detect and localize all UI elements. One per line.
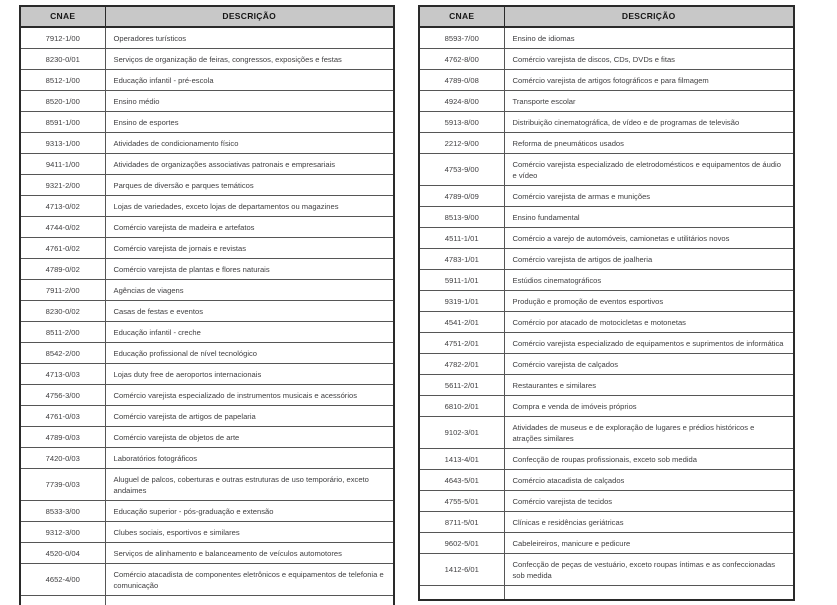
description-cell: Restaurantes e similares	[504, 375, 794, 396]
table-row	[20, 238, 394, 259]
cnae-code-cell: 4756-3/00	[20, 385, 105, 406]
table-row	[419, 154, 794, 186]
table-row	[20, 406, 394, 427]
cnae-code-cell: 8591-1/00	[20, 112, 105, 133]
cnae-code-cell: 4744-0/02	[20, 217, 105, 238]
description-cell: Comércio varejista de discos, CDs, DVDs e fitas	[504, 49, 794, 70]
description-cell: Atividades de organizações associativas patronais e empresariais	[105, 154, 394, 175]
table-row	[20, 112, 394, 133]
cnae-code-cell: 4761-0/02	[20, 238, 105, 259]
description-cell: Educação profissional de nível tecnológico	[105, 343, 394, 364]
table-row	[419, 396, 794, 417]
table-body	[419, 27, 794, 600]
table-row	[419, 417, 794, 449]
partial-row	[20, 596, 394, 605]
cnae-code-cell: 4652-4/00	[20, 564, 105, 596]
description-cell: Educação superior - pós-graduação e extensão	[105, 501, 394, 522]
description-cell: Comércio varejista de artigos de papelaria	[105, 406, 394, 427]
cnae-code-cell: 8520-1/00	[20, 91, 105, 112]
cnae-code-cell: 4753-9/00	[419, 154, 504, 186]
table-row	[419, 228, 794, 249]
column-header-descricao: DESCRIÇÃO	[504, 6, 794, 27]
header-row	[20, 6, 394, 27]
cnae-table-left	[19, 5, 395, 605]
table-row	[419, 186, 794, 207]
description-cell: Ensino de esportes	[105, 112, 394, 133]
description-cell: Laboratórios fotográficos	[105, 448, 394, 469]
description-cell: Cabeleireiros, manicure e pedicure	[504, 533, 794, 554]
description-cell: Comércio varejista de artigos fotográficos e para filmagem	[504, 70, 794, 91]
description-cell: Clínicas e residências geriátricas	[504, 512, 794, 533]
table-header	[20, 6, 394, 27]
description-cell: Lojas duty free de aeroportos internacionais	[105, 364, 394, 385]
table-row	[419, 375, 794, 396]
table-row	[419, 554, 794, 586]
cnae-code-cell: 4751-2/01	[419, 333, 504, 354]
cnae-code-cell: 4789-0/03	[20, 427, 105, 448]
table-row	[20, 217, 394, 238]
table-row	[20, 564, 394, 596]
description-cell: Comércio atacadista de componentes eletrônicos e equipamentos de telefonia e comunicação	[105, 564, 394, 596]
description-cell: Comércio varejista especializado de instrumentos musicais e acessórios	[105, 385, 394, 406]
table-row	[419, 70, 794, 91]
description-cell: Atividades de condicionamento físico	[105, 133, 394, 154]
table-row	[20, 175, 394, 196]
cnae-code-cell: 8542-2/00	[20, 343, 105, 364]
cnae-code-cell	[419, 586, 504, 600]
cnae-code-cell: 1412-6/01	[419, 554, 504, 586]
table-row	[20, 259, 394, 280]
column-header-cnae: CNAE	[419, 6, 504, 27]
table-row	[419, 133, 794, 154]
description-cell: Comércio a varejo de automóveis, camionetas e utilitários novos	[504, 228, 794, 249]
table-row	[20, 196, 394, 217]
cnae-code-cell: 7739-0/03	[20, 469, 105, 501]
description-cell: Clubes sociais, esportivos e similares	[105, 522, 394, 543]
cnae-code-cell: 4782-2/01	[419, 354, 504, 375]
description-cell: Agências de viagens	[105, 280, 394, 301]
table-row	[20, 49, 394, 70]
cnae-code-cell: 8593-7/00	[419, 27, 504, 49]
table-body	[20, 27, 394, 605]
table-row	[20, 522, 394, 543]
description-cell: Compra e venda de imóveis próprios	[504, 396, 794, 417]
table-row	[20, 301, 394, 322]
description-cell: Aluguel de palcos, coberturas e outras estruturas de uso temporário, exceto andaimes	[105, 469, 394, 501]
description-cell: Estúdios cinematográficos	[504, 270, 794, 291]
cnae-code-cell: 4924-8/00	[419, 91, 504, 112]
cnae-code-cell: 4511-1/01	[419, 228, 504, 249]
partial-row	[419, 586, 794, 600]
description-cell: Ensino de idiomas	[504, 27, 794, 49]
cnae-code-cell: 5911-1/01	[419, 270, 504, 291]
description-cell: Ensino médio	[105, 91, 394, 112]
cnae-code-cell: 4713-0/02	[20, 196, 105, 217]
column-header-descricao: DESCRIÇÃO	[105, 6, 394, 27]
description-cell: Comércio varejista de objetos de arte	[105, 427, 394, 448]
cnae-code-cell: 7420-0/03	[20, 448, 105, 469]
table-row	[20, 133, 394, 154]
cnae-code-cell: 4789-0/08	[419, 70, 504, 91]
cnae-code-cell: 4643-5/01	[419, 470, 504, 491]
table-row	[419, 49, 794, 70]
cnae-code-cell: 8533-3/00	[20, 501, 105, 522]
cnae-code-cell: 9411-1/00	[20, 154, 105, 175]
table-row	[20, 385, 394, 406]
description-cell: Atividades de museus e de exploração de lugares e prédios históricos e atrações similares	[504, 417, 794, 449]
description-cell: Comércio varejista de artigos de joalheria	[504, 249, 794, 270]
description-cell: Comércio varejista de calçados	[504, 354, 794, 375]
table-row	[419, 491, 794, 512]
cnae-code-cell: 2212-9/00	[419, 133, 504, 154]
cnae-code-cell: 4755-5/01	[419, 491, 504, 512]
description-cell: Educação infantil - pré-escola	[105, 70, 394, 91]
description-cell: Confecção de peças de vestuário, exceto roupas íntimas e as confeccionadas sob medida	[504, 554, 794, 586]
column-header-cnae: CNAE	[20, 6, 105, 27]
cnae-code-cell: 4713-0/03	[20, 364, 105, 385]
description-cell: Parques de diversão e parques temáticos	[105, 175, 394, 196]
cnae-code-cell	[20, 596, 105, 605]
cnae-code-cell: 4783-1/01	[419, 249, 504, 270]
table-row	[419, 533, 794, 554]
description-cell: Comércio varejista especializado de equipamentos e suprimentos de informática	[504, 333, 794, 354]
description-cell: Comércio atacadista de calçados	[504, 470, 794, 491]
description-cell: Comércio varejista de plantas e flores naturais	[105, 259, 394, 280]
description-cell: Transporte escolar	[504, 91, 794, 112]
table-row	[20, 448, 394, 469]
cnae-code-cell: 9102-3/01	[419, 417, 504, 449]
cnae-code-cell: 9312-3/00	[20, 522, 105, 543]
description-cell: Casas de festas e eventos	[105, 301, 394, 322]
cnae-code-cell: 5913-8/00	[419, 112, 504, 133]
table-row	[20, 91, 394, 112]
table-row	[419, 91, 794, 112]
cnae-code-cell: 7911-2/00	[20, 280, 105, 301]
table-row	[419, 333, 794, 354]
cnae-code-cell: 9602-5/01	[419, 533, 504, 554]
table-row	[20, 343, 394, 364]
cnae-code-cell: 1413-4/01	[419, 449, 504, 470]
table-row	[20, 501, 394, 522]
description-cell: Comércio varejista especializado de eletrodomésticos e equipamentos de áudio e vídeo	[504, 154, 794, 186]
description-cell: Educação infantil - creche	[105, 322, 394, 343]
cnae-code-cell: 8711-5/01	[419, 512, 504, 533]
cnae-code-cell: 8230-0/01	[20, 49, 105, 70]
cnae-code-cell: 4789-0/02	[20, 259, 105, 280]
cnae-code-cell: 4761-0/03	[20, 406, 105, 427]
table-row	[419, 512, 794, 533]
description-cell	[105, 596, 394, 605]
cnae-code-cell: 6810-2/01	[419, 396, 504, 417]
description-cell: Produção e promoção de eventos esportivos	[504, 291, 794, 312]
table-row	[20, 543, 394, 564]
cnae-code-cell: 8513-9/00	[419, 207, 504, 228]
cnae-code-cell: 9321-2/00	[20, 175, 105, 196]
description-cell: Comércio varejista de madeira e artefatos	[105, 217, 394, 238]
table-row	[20, 322, 394, 343]
table-row	[419, 112, 794, 133]
description-cell: Confecção de roupas profissionais, exceto sob medida	[504, 449, 794, 470]
description-cell: Distribuição cinematográfica, de vídeo e de programas de televisão	[504, 112, 794, 133]
table-row	[419, 354, 794, 375]
description-cell: Ensino fundamental	[504, 207, 794, 228]
description-cell: Operadores turísticos	[105, 27, 394, 49]
cnae-code-cell: 8230-0/02	[20, 301, 105, 322]
table-row	[20, 427, 394, 448]
table-row	[419, 470, 794, 491]
table-row	[20, 154, 394, 175]
table-row	[419, 312, 794, 333]
table-row	[419, 27, 794, 49]
table-row	[20, 280, 394, 301]
description-cell: Comércio varejista de jornais e revistas	[105, 238, 394, 259]
description-cell: Comércio por atacado de motocicletas e motonetas	[504, 312, 794, 333]
table-row	[20, 364, 394, 385]
table-row	[419, 449, 794, 470]
cnae-code-cell: 4520-0/04	[20, 543, 105, 564]
cnae-code-cell: 4762-8/00	[419, 49, 504, 70]
description-cell: Reforma de pneumáticos usados	[504, 133, 794, 154]
description-cell	[504, 586, 794, 600]
description-cell: Comércio varejista de tecidos	[504, 491, 794, 512]
cnae-code-cell: 7912-1/00	[20, 27, 105, 49]
cnae-code-cell: 5611-2/01	[419, 375, 504, 396]
description-cell: Serviços de alinhamento e balanceamento de veículos automotores	[105, 543, 394, 564]
table-row	[419, 207, 794, 228]
description-cell: Serviços de organização de feiras, congressos, exposições e festas	[105, 49, 394, 70]
cnae-code-cell: 9319-1/01	[419, 291, 504, 312]
table-row	[20, 469, 394, 501]
table-row	[419, 270, 794, 291]
cnae-table-right	[418, 5, 795, 601]
description-cell: Comércio varejista de armas e munições	[504, 186, 794, 207]
cnae-code-cell: 8512-1/00	[20, 70, 105, 91]
table-row	[20, 70, 394, 91]
header-row	[419, 6, 794, 27]
description-cell: Lojas de variedades, exceto lojas de departamentos ou magazines	[105, 196, 394, 217]
table-row	[419, 291, 794, 312]
cnae-code-cell: 9313-1/00	[20, 133, 105, 154]
cnae-code-cell: 8511-2/00	[20, 322, 105, 343]
cnae-code-cell: 4789-0/09	[419, 186, 504, 207]
table-row	[419, 249, 794, 270]
table-row	[20, 27, 394, 49]
table-header	[419, 6, 794, 27]
cnae-code-cell: 4541-2/01	[419, 312, 504, 333]
